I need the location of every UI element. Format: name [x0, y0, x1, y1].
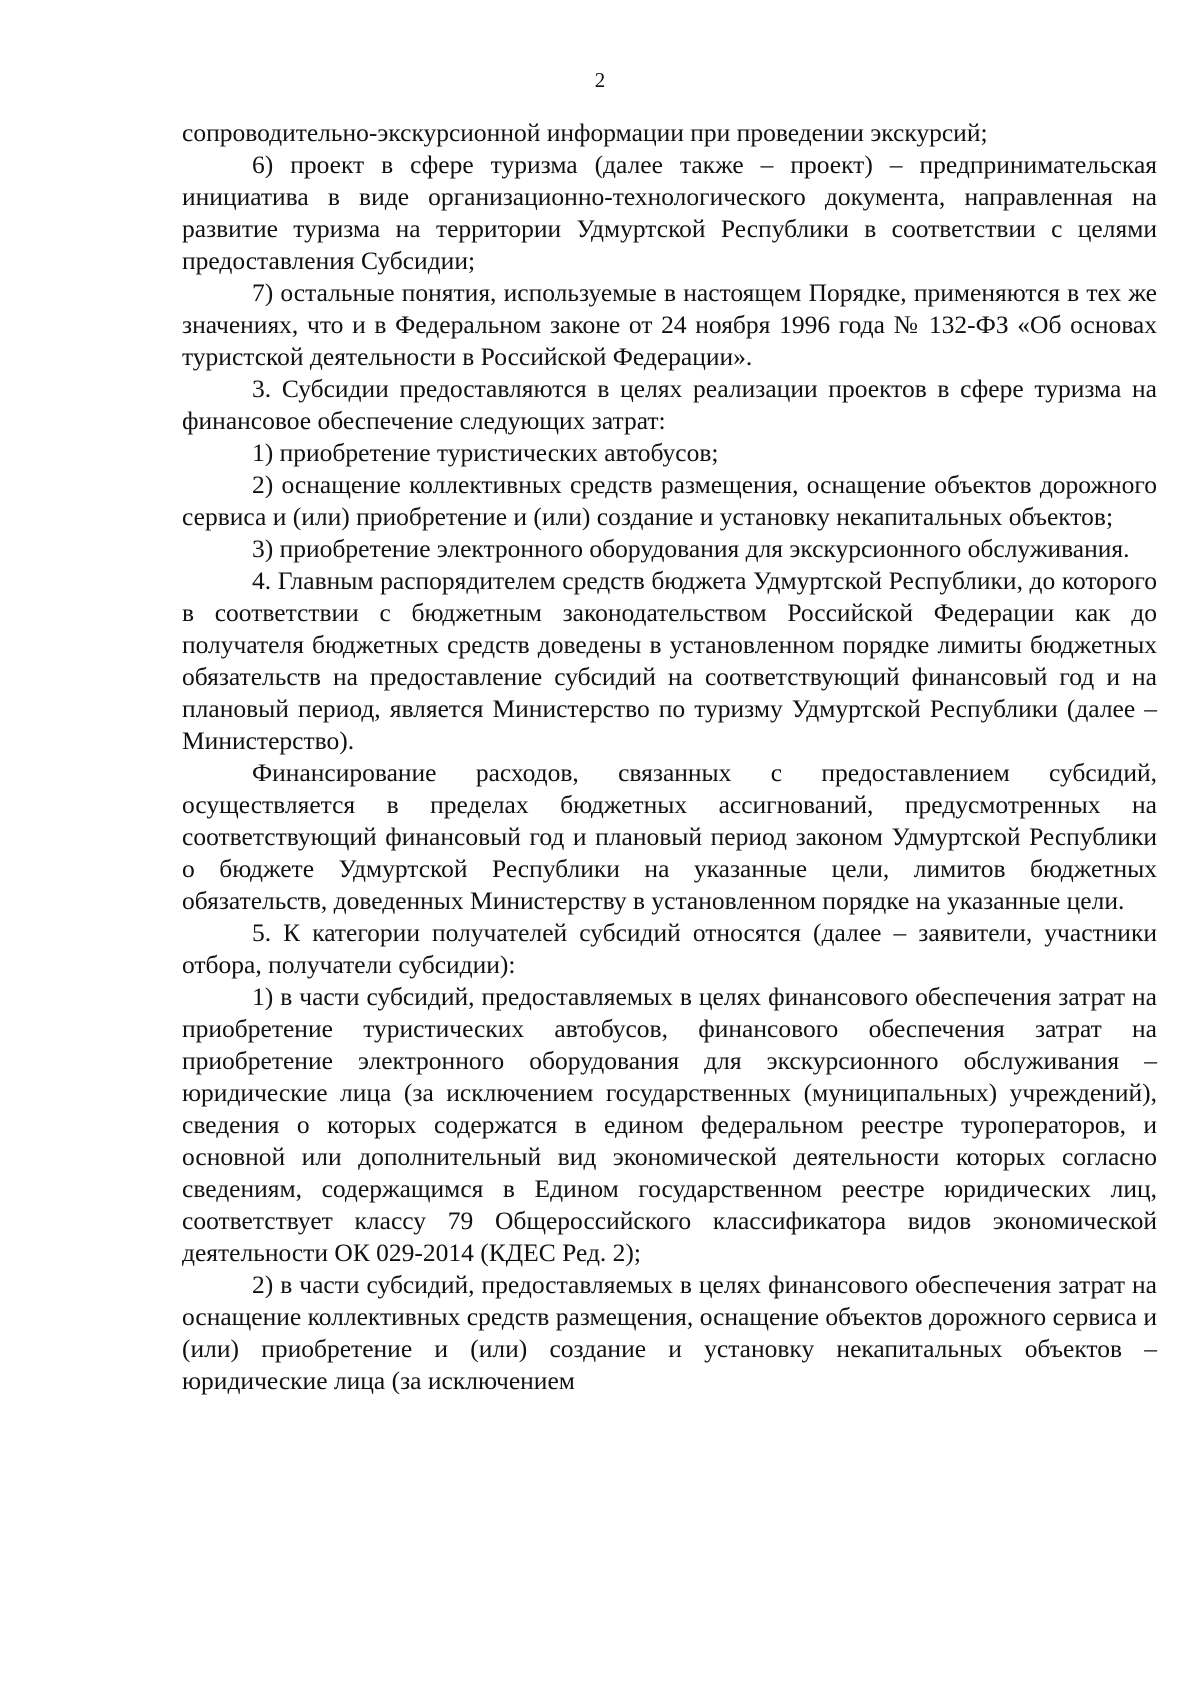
paragraph-section-5: 5. К категории получателей субсидий относятся (далее – заявители, участники отбора, получатели субсидии): — [182, 918, 1157, 979]
paragraph-section-4: 4. Главным распорядителем средств бюджета Удмуртской Республики, до которого в соответствии с бюджетным законодательством Российской Федерации как до получателя бюджетных средств доведены в установленном порядке лимиты бюджетных обязательств на предоставление субсидий на соответствующий финансовый год и на плановый период, является Министерство по туризму Удмуртской Республики (далее – Министерство). — [182, 566, 1157, 755]
document-body — [182, 117, 1157, 1397]
paragraph-continuation: сопроводительно-экскурсионной информации при проведении экскурсий; — [182, 118, 988, 147]
page-number: 2 — [594, 68, 606, 92]
paragraph-item-6: 6) проект в сфере туризма (далее также – проект) – предпринимательская инициатива в виде организационно-технологического документа, направленная на развитие туризма на территории Удмуртской Республики в соответствии с целями предоставления Субсидии; — [182, 150, 1157, 275]
paragraph-item-7: 7) остальные понятия, используемые в настоящем Порядке, применяются в тех же значениях, что и в Федеральном законе от 24 ноября 1996 года № 132-ФЗ «Об основах туристской деятельности в Российской Федерации». — [182, 278, 1157, 371]
paragraph-section-3-item-2: 2) оснащение коллективных средств размещения, оснащение объектов дорожного сервиса и (или) приобретение и (или) создание и установку некапитальных объектов; — [182, 470, 1157, 531]
paragraph-section-3: 3. Субсидии предоставляются в целях реализации проектов в сфере туризма на финансовое обеспечение следующих затрат: — [182, 374, 1157, 435]
paragraph-section-3-item-1: 1) приобретение туристических автобусов; — [252, 438, 719, 467]
paragraph-section-5-item-1: 1) в части субсидий, предоставляемых в целях финансового обеспечения затрат на приобретение туристических автобусов, финансового обеспечения затрат на приобретение электронного оборудования для экскурсионного обслуживания – юридические лица (за исключением государственных (муниципальных) учреждений), сведения о которых содержатся в едином федеральном реестре туроператоров, и основной или дополнительный вид экономической деятельности которых согласно сведениям, содержащимся в Едином государственном реестре юридических лиц, соответствует классу 79 Общероссийского классификатора видов экономической деятельности ОК 029-2014 (КДЕС Ред. 2); — [182, 982, 1157, 1267]
paragraph-section-3-item-3: 3) приобретение электронного оборудования для экскурсионного обслуживания. — [252, 534, 1130, 563]
paragraph-section-5-item-2: 2) в части субсидий, предоставляемых в целях финансового обеспечения затрат на оснащение коллективных средств размещения, оснащение объектов дорожного сервиса и (или) приобретение и (или) создание и установку некапитальных объектов – юридические лица (за исключением — [182, 1270, 1157, 1395]
paragraph-financing: Финансирование расходов, связанных с предоставлением субсидий, осуществляется в пределах бюджетных ассигнований, предусмотренных на соответствующий финансовый год и плановый период законом Удмуртской Республики о бюджете Удмуртской Республики на указанные цели, лимитов бюджетных обязательств, доведенных Министерству в установленном порядке на указанные цели. — [182, 758, 1157, 915]
